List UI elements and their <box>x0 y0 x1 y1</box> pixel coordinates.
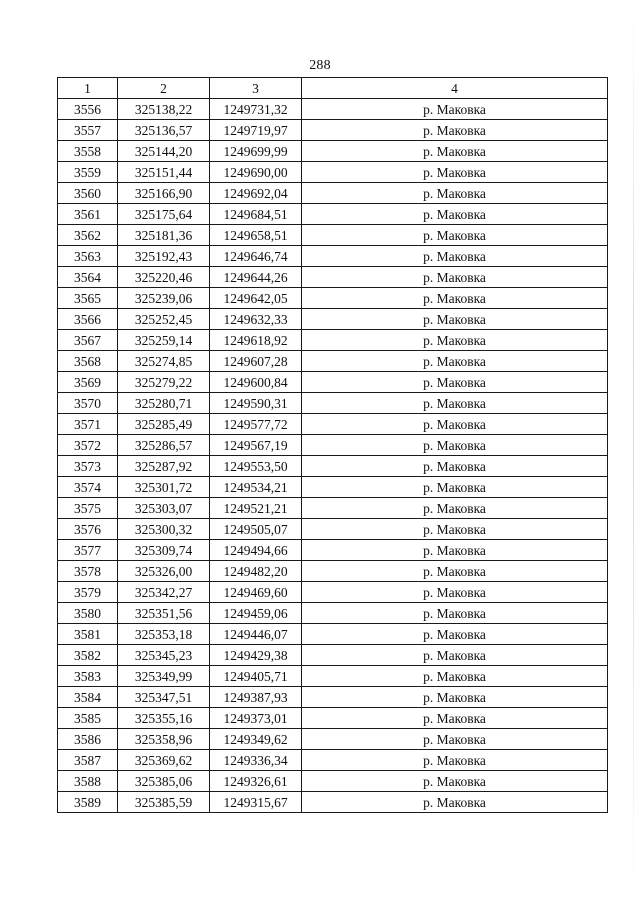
x-coordinate-cell: 325287,92 <box>118 456 210 477</box>
x-coordinate-cell: 325300,32 <box>118 519 210 540</box>
column-header-1: 1 <box>58 78 118 99</box>
y-coordinate-cell: 1249494,66 <box>210 540 302 561</box>
x-coordinate-cell: 325280,71 <box>118 393 210 414</box>
table-row <box>58 582 608 603</box>
x-coordinate-cell: 325351,56 <box>118 603 210 624</box>
object-name-cell: р. Маковка <box>302 750 608 771</box>
object-name-cell: р. Маковка <box>302 414 608 435</box>
point-number-cell: 3558 <box>58 141 118 162</box>
column-header-4: 4 <box>302 78 608 99</box>
table-row <box>58 393 608 414</box>
y-coordinate-cell: 1249469,60 <box>210 582 302 603</box>
x-coordinate-cell: 325192,43 <box>118 246 210 267</box>
x-coordinate-cell: 325342,27 <box>118 582 210 603</box>
table-row <box>58 435 608 456</box>
table-body <box>58 99 608 813</box>
point-number-cell: 3584 <box>58 687 118 708</box>
point-number-cell: 3562 <box>58 225 118 246</box>
table-header <box>58 78 608 99</box>
y-coordinate-cell: 1249429,38 <box>210 645 302 666</box>
x-coordinate-cell: 325239,06 <box>118 288 210 309</box>
object-name-cell: р. Маковка <box>302 162 608 183</box>
point-number-cell: 3556 <box>58 99 118 120</box>
table-row <box>58 666 608 687</box>
object-name-cell: р. Маковка <box>302 141 608 162</box>
table-row <box>58 99 608 120</box>
x-coordinate-cell: 325309,74 <box>118 540 210 561</box>
y-coordinate-cell: 1249618,92 <box>210 330 302 351</box>
object-name-cell: р. Маковка <box>302 309 608 330</box>
y-coordinate-cell: 1249387,93 <box>210 687 302 708</box>
point-number-cell: 3577 <box>58 540 118 561</box>
x-coordinate-cell: 325144,20 <box>118 141 210 162</box>
object-name-cell: р. Маковка <box>302 519 608 540</box>
y-coordinate-cell: 1249600,84 <box>210 372 302 393</box>
table-row <box>58 414 608 435</box>
table-row <box>58 267 608 288</box>
x-coordinate-cell: 325285,49 <box>118 414 210 435</box>
x-coordinate-cell: 325355,16 <box>118 708 210 729</box>
y-coordinate-cell: 1249553,50 <box>210 456 302 477</box>
point-number-cell: 3561 <box>58 204 118 225</box>
x-coordinate-cell: 325274,85 <box>118 351 210 372</box>
y-coordinate-cell: 1249482,20 <box>210 561 302 582</box>
x-coordinate-cell: 325385,06 <box>118 771 210 792</box>
point-number-cell: 3559 <box>58 162 118 183</box>
y-coordinate-cell: 1249336,34 <box>210 750 302 771</box>
x-coordinate-cell: 325385,59 <box>118 792 210 813</box>
x-coordinate-cell: 325166,90 <box>118 183 210 204</box>
object-name-cell: р. Маковка <box>302 225 608 246</box>
y-coordinate-cell: 1249699,99 <box>210 141 302 162</box>
coordinates-table <box>57 77 608 813</box>
point-number-cell: 3569 <box>58 372 118 393</box>
point-number-cell: 3587 <box>58 750 118 771</box>
page-number: 288 <box>309 58 331 73</box>
point-number-cell: 3574 <box>58 477 118 498</box>
y-coordinate-cell: 1249690,00 <box>210 162 302 183</box>
y-coordinate-cell: 1249459,06 <box>210 603 302 624</box>
point-number-cell: 3582 <box>58 645 118 666</box>
object-name-cell: р. Маковка <box>302 708 608 729</box>
y-coordinate-cell: 1249567,19 <box>210 435 302 456</box>
object-name-cell: р. Маковка <box>302 582 608 603</box>
object-name-cell: р. Маковка <box>302 771 608 792</box>
object-name-cell: р. Маковка <box>302 477 608 498</box>
x-coordinate-cell: 325345,23 <box>118 645 210 666</box>
point-number-cell: 3586 <box>58 729 118 750</box>
point-number-cell: 3572 <box>58 435 118 456</box>
table-row <box>58 204 608 225</box>
object-name-cell: р. Маковка <box>302 288 608 309</box>
y-coordinate-cell: 1249644,26 <box>210 267 302 288</box>
y-coordinate-cell: 1249607,28 <box>210 351 302 372</box>
table-row <box>58 456 608 477</box>
object-name-cell: р. Маковка <box>302 624 608 645</box>
object-name-cell: р. Маковка <box>302 246 608 267</box>
y-coordinate-cell: 1249646,74 <box>210 246 302 267</box>
point-number-cell: 3578 <box>58 561 118 582</box>
point-number-cell: 3589 <box>58 792 118 813</box>
point-number-cell: 3581 <box>58 624 118 645</box>
y-coordinate-cell: 1249632,33 <box>210 309 302 330</box>
table-row <box>58 603 608 624</box>
x-coordinate-cell: 325349,99 <box>118 666 210 687</box>
object-name-cell: р. Маковка <box>302 561 608 582</box>
x-coordinate-cell: 325326,00 <box>118 561 210 582</box>
point-number-cell: 3570 <box>58 393 118 414</box>
y-coordinate-cell: 1249658,51 <box>210 225 302 246</box>
object-name-cell: р. Маковка <box>302 666 608 687</box>
x-coordinate-cell: 325220,46 <box>118 267 210 288</box>
point-number-cell: 3566 <box>58 309 118 330</box>
point-number-cell: 3583 <box>58 666 118 687</box>
table-row <box>58 246 608 267</box>
column-header-3: 3 <box>210 78 302 99</box>
object-name-cell: р. Маковка <box>302 393 608 414</box>
y-coordinate-cell: 1249349,62 <box>210 729 302 750</box>
header-row <box>58 78 608 99</box>
x-coordinate-cell: 325175,64 <box>118 204 210 225</box>
x-coordinate-cell: 325353,18 <box>118 624 210 645</box>
y-coordinate-cell: 1249731,32 <box>210 99 302 120</box>
y-coordinate-cell: 1249642,05 <box>210 288 302 309</box>
point-number-cell: 3580 <box>58 603 118 624</box>
point-number-cell: 3563 <box>58 246 118 267</box>
table-row <box>58 708 608 729</box>
object-name-cell: р. Маковка <box>302 687 608 708</box>
point-number-cell: 3576 <box>58 519 118 540</box>
x-coordinate-cell: 325303,07 <box>118 498 210 519</box>
point-number-cell: 3560 <box>58 183 118 204</box>
x-coordinate-cell: 325136,57 <box>118 120 210 141</box>
y-coordinate-cell: 1249692,04 <box>210 183 302 204</box>
point-number-cell: 3571 <box>58 414 118 435</box>
table-row <box>58 288 608 309</box>
point-number-cell: 3573 <box>58 456 118 477</box>
table-row <box>58 477 608 498</box>
y-coordinate-cell: 1249446,07 <box>210 624 302 645</box>
table-row <box>58 624 608 645</box>
table-row <box>58 225 608 246</box>
x-coordinate-cell: 325181,36 <box>118 225 210 246</box>
table-row <box>58 351 608 372</box>
object-name-cell: р. Маковка <box>302 603 608 624</box>
object-name-cell: р. Маковка <box>302 372 608 393</box>
y-coordinate-cell: 1249521,21 <box>210 498 302 519</box>
x-coordinate-cell: 325286,57 <box>118 435 210 456</box>
table-row <box>58 309 608 330</box>
x-coordinate-cell: 325347,51 <box>118 687 210 708</box>
y-coordinate-cell: 1249534,21 <box>210 477 302 498</box>
object-name-cell: р. Маковка <box>302 498 608 519</box>
y-coordinate-cell: 1249315,67 <box>210 792 302 813</box>
object-name-cell: р. Маковка <box>302 183 608 204</box>
table-row <box>58 771 608 792</box>
table-row <box>58 645 608 666</box>
object-name-cell: р. Маковка <box>302 729 608 750</box>
x-coordinate-cell: 325138,22 <box>118 99 210 120</box>
object-name-cell: р. Маковка <box>302 645 608 666</box>
object-name-cell: р. Маковка <box>302 99 608 120</box>
point-number-cell: 3565 <box>58 288 118 309</box>
x-coordinate-cell: 325369,62 <box>118 750 210 771</box>
x-coordinate-cell: 325151,44 <box>118 162 210 183</box>
y-coordinate-cell: 1249373,01 <box>210 708 302 729</box>
y-coordinate-cell: 1249719,97 <box>210 120 302 141</box>
point-number-cell: 3585 <box>58 708 118 729</box>
y-coordinate-cell: 1249505,07 <box>210 519 302 540</box>
object-name-cell: р. Маковка <box>302 204 608 225</box>
object-name-cell: р. Маковка <box>302 267 608 288</box>
table-row <box>58 687 608 708</box>
column-header-2: 2 <box>118 78 210 99</box>
object-name-cell: р. Маковка <box>302 456 608 477</box>
scan-edge-artifact <box>633 0 634 905</box>
y-coordinate-cell: 1249684,51 <box>210 204 302 225</box>
table-row <box>58 561 608 582</box>
point-number-cell: 3575 <box>58 498 118 519</box>
x-coordinate-cell: 325301,72 <box>118 477 210 498</box>
y-coordinate-cell: 1249326,61 <box>210 771 302 792</box>
point-number-cell: 3579 <box>58 582 118 603</box>
object-name-cell: р. Маковка <box>302 435 608 456</box>
y-coordinate-cell: 1249405,71 <box>210 666 302 687</box>
table-row <box>58 498 608 519</box>
x-coordinate-cell: 325358,96 <box>118 729 210 750</box>
table-row <box>58 750 608 771</box>
table-row <box>58 183 608 204</box>
table-row <box>58 162 608 183</box>
table-row <box>58 540 608 561</box>
point-number-cell: 3568 <box>58 351 118 372</box>
point-number-cell: 3588 <box>58 771 118 792</box>
table-row <box>58 372 608 393</box>
table-row <box>58 519 608 540</box>
point-number-cell: 3567 <box>58 330 118 351</box>
y-coordinate-cell: 1249577,72 <box>210 414 302 435</box>
x-coordinate-cell: 325259,14 <box>118 330 210 351</box>
table-row <box>58 330 608 351</box>
object-name-cell: р. Маковка <box>302 792 608 813</box>
object-name-cell: р. Маковка <box>302 330 608 351</box>
table-row <box>58 120 608 141</box>
y-coordinate-cell: 1249590,31 <box>210 393 302 414</box>
table-row <box>58 729 608 750</box>
object-name-cell: р. Маковка <box>302 120 608 141</box>
object-name-cell: р. Маковка <box>302 351 608 372</box>
object-name-cell: р. Маковка <box>302 540 608 561</box>
table-row <box>58 792 608 813</box>
x-coordinate-cell: 325252,45 <box>118 309 210 330</box>
point-number-cell: 3557 <box>58 120 118 141</box>
point-number-cell: 3564 <box>58 267 118 288</box>
table-row <box>58 141 608 162</box>
x-coordinate-cell: 325279,22 <box>118 372 210 393</box>
